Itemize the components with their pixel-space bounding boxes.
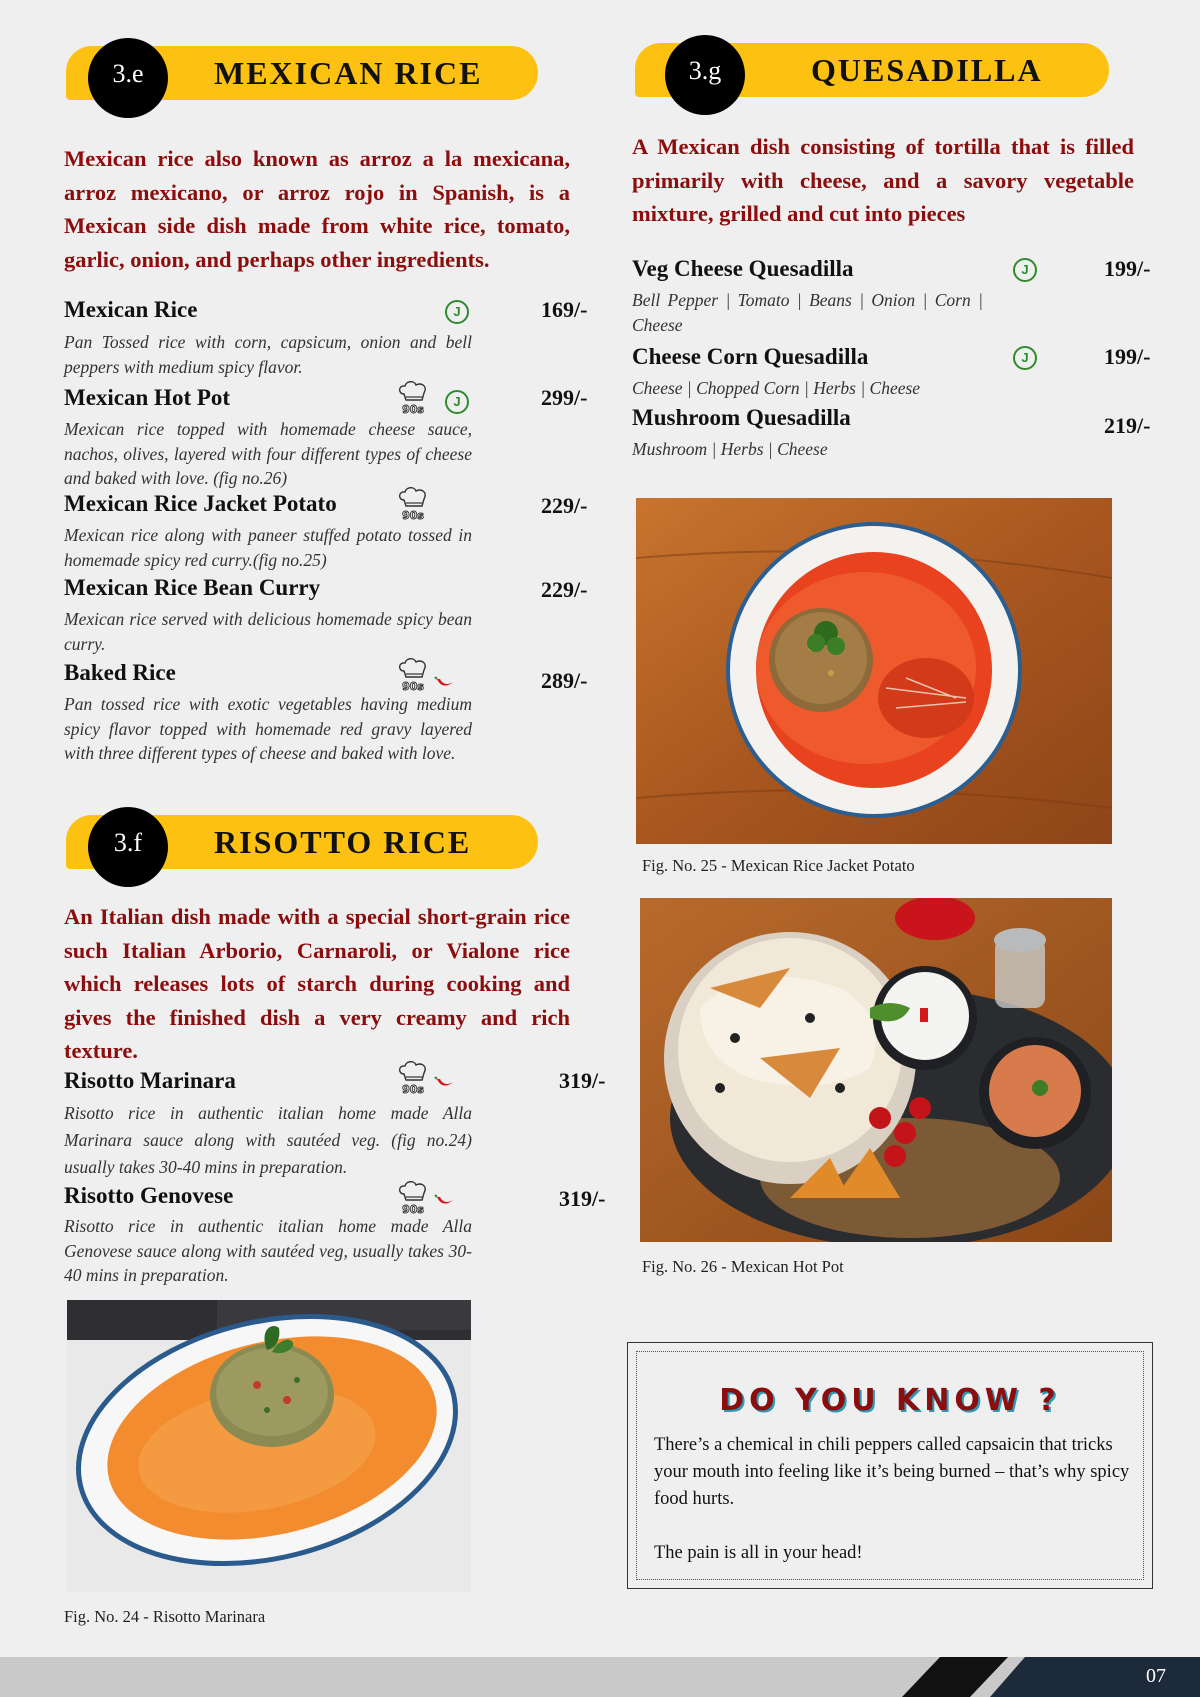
figure-caption: Fig. No. 26 - Mexican Hot Pot [642, 1257, 844, 1276]
menu-item-name: Mexican Hot Pot [64, 385, 231, 410]
svg-text:90s: 90s [402, 680, 424, 693]
menu-item-price: 229/- [541, 493, 588, 518]
menu-item-desc: Pan Tossed rice with corn, capsicum, onion and bell peppers with medium spicy flavor. [64, 332, 472, 377]
menu-item-price: 199/- [1104, 344, 1151, 369]
menu-item-desc: Bell Pepper | Tomato | Beans | Onion | Corn | Cheese [632, 290, 983, 335]
menu-item-name: Mushroom Quesadilla [632, 405, 851, 430]
did-you-know-text: There’s a chemical in chili peppers called capsaicin that tricks your mouth into feeling like it’s being burned – that’s why spicy food hurts. [654, 1435, 1130, 1509]
section-header-mexican-rice [56, 38, 546, 100]
chef-hat-icon [396, 380, 430, 416]
risotto-rice-intro: An Italian dish made with a special short-grain rice such Italian Arborio, Carnaroli, or Vialone rice which releases lots of starch during cooking and gives the finished dish a very creamy and rich texture. [64, 904, 570, 1063]
section-number: 3.e [88, 38, 168, 118]
menu-item-desc: Mexican rice topped with homemade cheese sauce, nachos, olives, layered with four different types of cheese and baked with love. (fig no.26) [64, 419, 472, 488]
photo-risotto-marinara [67, 1300, 471, 1592]
jain-icon: J [445, 300, 469, 324]
menu-item-name: Mexican Rice Bean Curry [64, 575, 321, 600]
menu-item-price: 319/- [559, 1068, 606, 1093]
menu-item-desc: Risotto rice in authentic italian home made Alla Genovese sauce along with sautéed veg, usually takes 30-40 mins in preparation. [64, 1216, 472, 1285]
menu-item-price: 229/- [541, 577, 588, 602]
menu-item-desc: Mexican rice along with paneer stuffed potato tossed in homemade spicy red curry.(fig no.25) [64, 525, 472, 570]
mexican-rice-intro: Mexican rice also known as arroz a la mexicana, arroz mexicano, or arroz rojo in Spanish, is a Mexican side dish made from white rice, tomato, garlic, onion, and perhaps other ingredients. [64, 146, 570, 272]
did-you-know-title: DO YOU KNOW ? [719, 1383, 1061, 1418]
svg-text:90s: 90s [402, 1083, 424, 1096]
chef-hat-icon [396, 486, 430, 522]
menu-item-name: Veg Cheese Quesadilla [632, 256, 854, 281]
section-number: 3.f [88, 807, 168, 887]
menu-item-name: Cheese Corn Quesadilla [632, 344, 869, 369]
section-header-risotto-rice [56, 807, 546, 869]
svg-text:90s: 90s [402, 1203, 424, 1216]
jain-icon: J [1013, 258, 1037, 282]
figure-caption: Fig. No. 25 - Mexican Rice Jacket Potato [642, 856, 915, 875]
chili-icon [434, 1076, 454, 1090]
menu-item-desc: Cheese | Chopped Corn | Herbs | Cheese [632, 378, 921, 398]
jain-icon: J [445, 390, 469, 414]
jain-icon: J [1013, 346, 1037, 370]
menu-item-desc: Pan tossed rice with exotic vegetables having medium spicy flavor topped with homemade red gravy layered with three different types of cheese and baked with love. [64, 694, 472, 763]
did-you-know-text: The pain is all in your head! [654, 1543, 863, 1563]
menu-item-name: Mexican Rice Jacket Potato [64, 491, 337, 516]
menu-item-desc: Risotto rice in authentic italian home made Alla Marinara sauce along with sautéed veg. (fig no.24) usually takes 30-40 mins in preparation. [64, 1103, 472, 1177]
menu-item-desc: Mexican rice served with delicious homemade spicy bean curry. [64, 609, 472, 654]
footer-stripes [0, 1657, 1200, 1697]
menu-item-desc: Mushroom | Herbs | Cheese [632, 439, 828, 459]
section-header-quesadilla [625, 35, 1115, 97]
menu-item-price: 199/- [1104, 256, 1151, 281]
svg-text:90s: 90s [402, 509, 424, 522]
chef-hat-icon [396, 657, 430, 693]
menu-item-price: 299/- [541, 385, 588, 410]
menu-item-price: 319/- [559, 1186, 606, 1211]
menu-item-name: Baked Rice [64, 660, 176, 685]
menu-item-price: 289/- [541, 668, 588, 693]
chili-icon [434, 1194, 454, 1208]
page-footer [0, 1657, 1200, 1697]
svg-text:90s: 90s [402, 403, 424, 416]
section-title: RISOTTO RICE [214, 824, 472, 860]
page-number: 07 [1146, 1665, 1166, 1687]
did-you-know-box [627, 1342, 1153, 1589]
section-title: QUESADILLA [811, 52, 1043, 88]
chef-hat-icon [396, 1180, 430, 1216]
chili-icon [434, 676, 454, 690]
menu-item-price: 219/- [1104, 413, 1151, 438]
section-title: MEXICAN RICE [214, 55, 483, 91]
menu-item-name: Risotto Marinara [64, 1068, 236, 1093]
menu-item-name: Risotto Genovese [64, 1183, 234, 1208]
menu-item-name: Mexican Rice [64, 297, 198, 322]
photo-mexican-rice-jacket-potato [636, 498, 1112, 844]
figure-caption: Fig. No. 24 - Risotto Marinara [64, 1607, 266, 1626]
section-number: 3.g [665, 35, 745, 115]
chef-hat-icon [396, 1060, 430, 1096]
menu-item-price: 169/- [541, 297, 588, 322]
photo-mexican-hot-pot [640, 898, 1112, 1242]
quesadilla-intro: A Mexican dish consisting of tortilla that is filled primarily with cheese, and a savory vegetable mixture, grilled and cut into pieces [632, 134, 1134, 226]
